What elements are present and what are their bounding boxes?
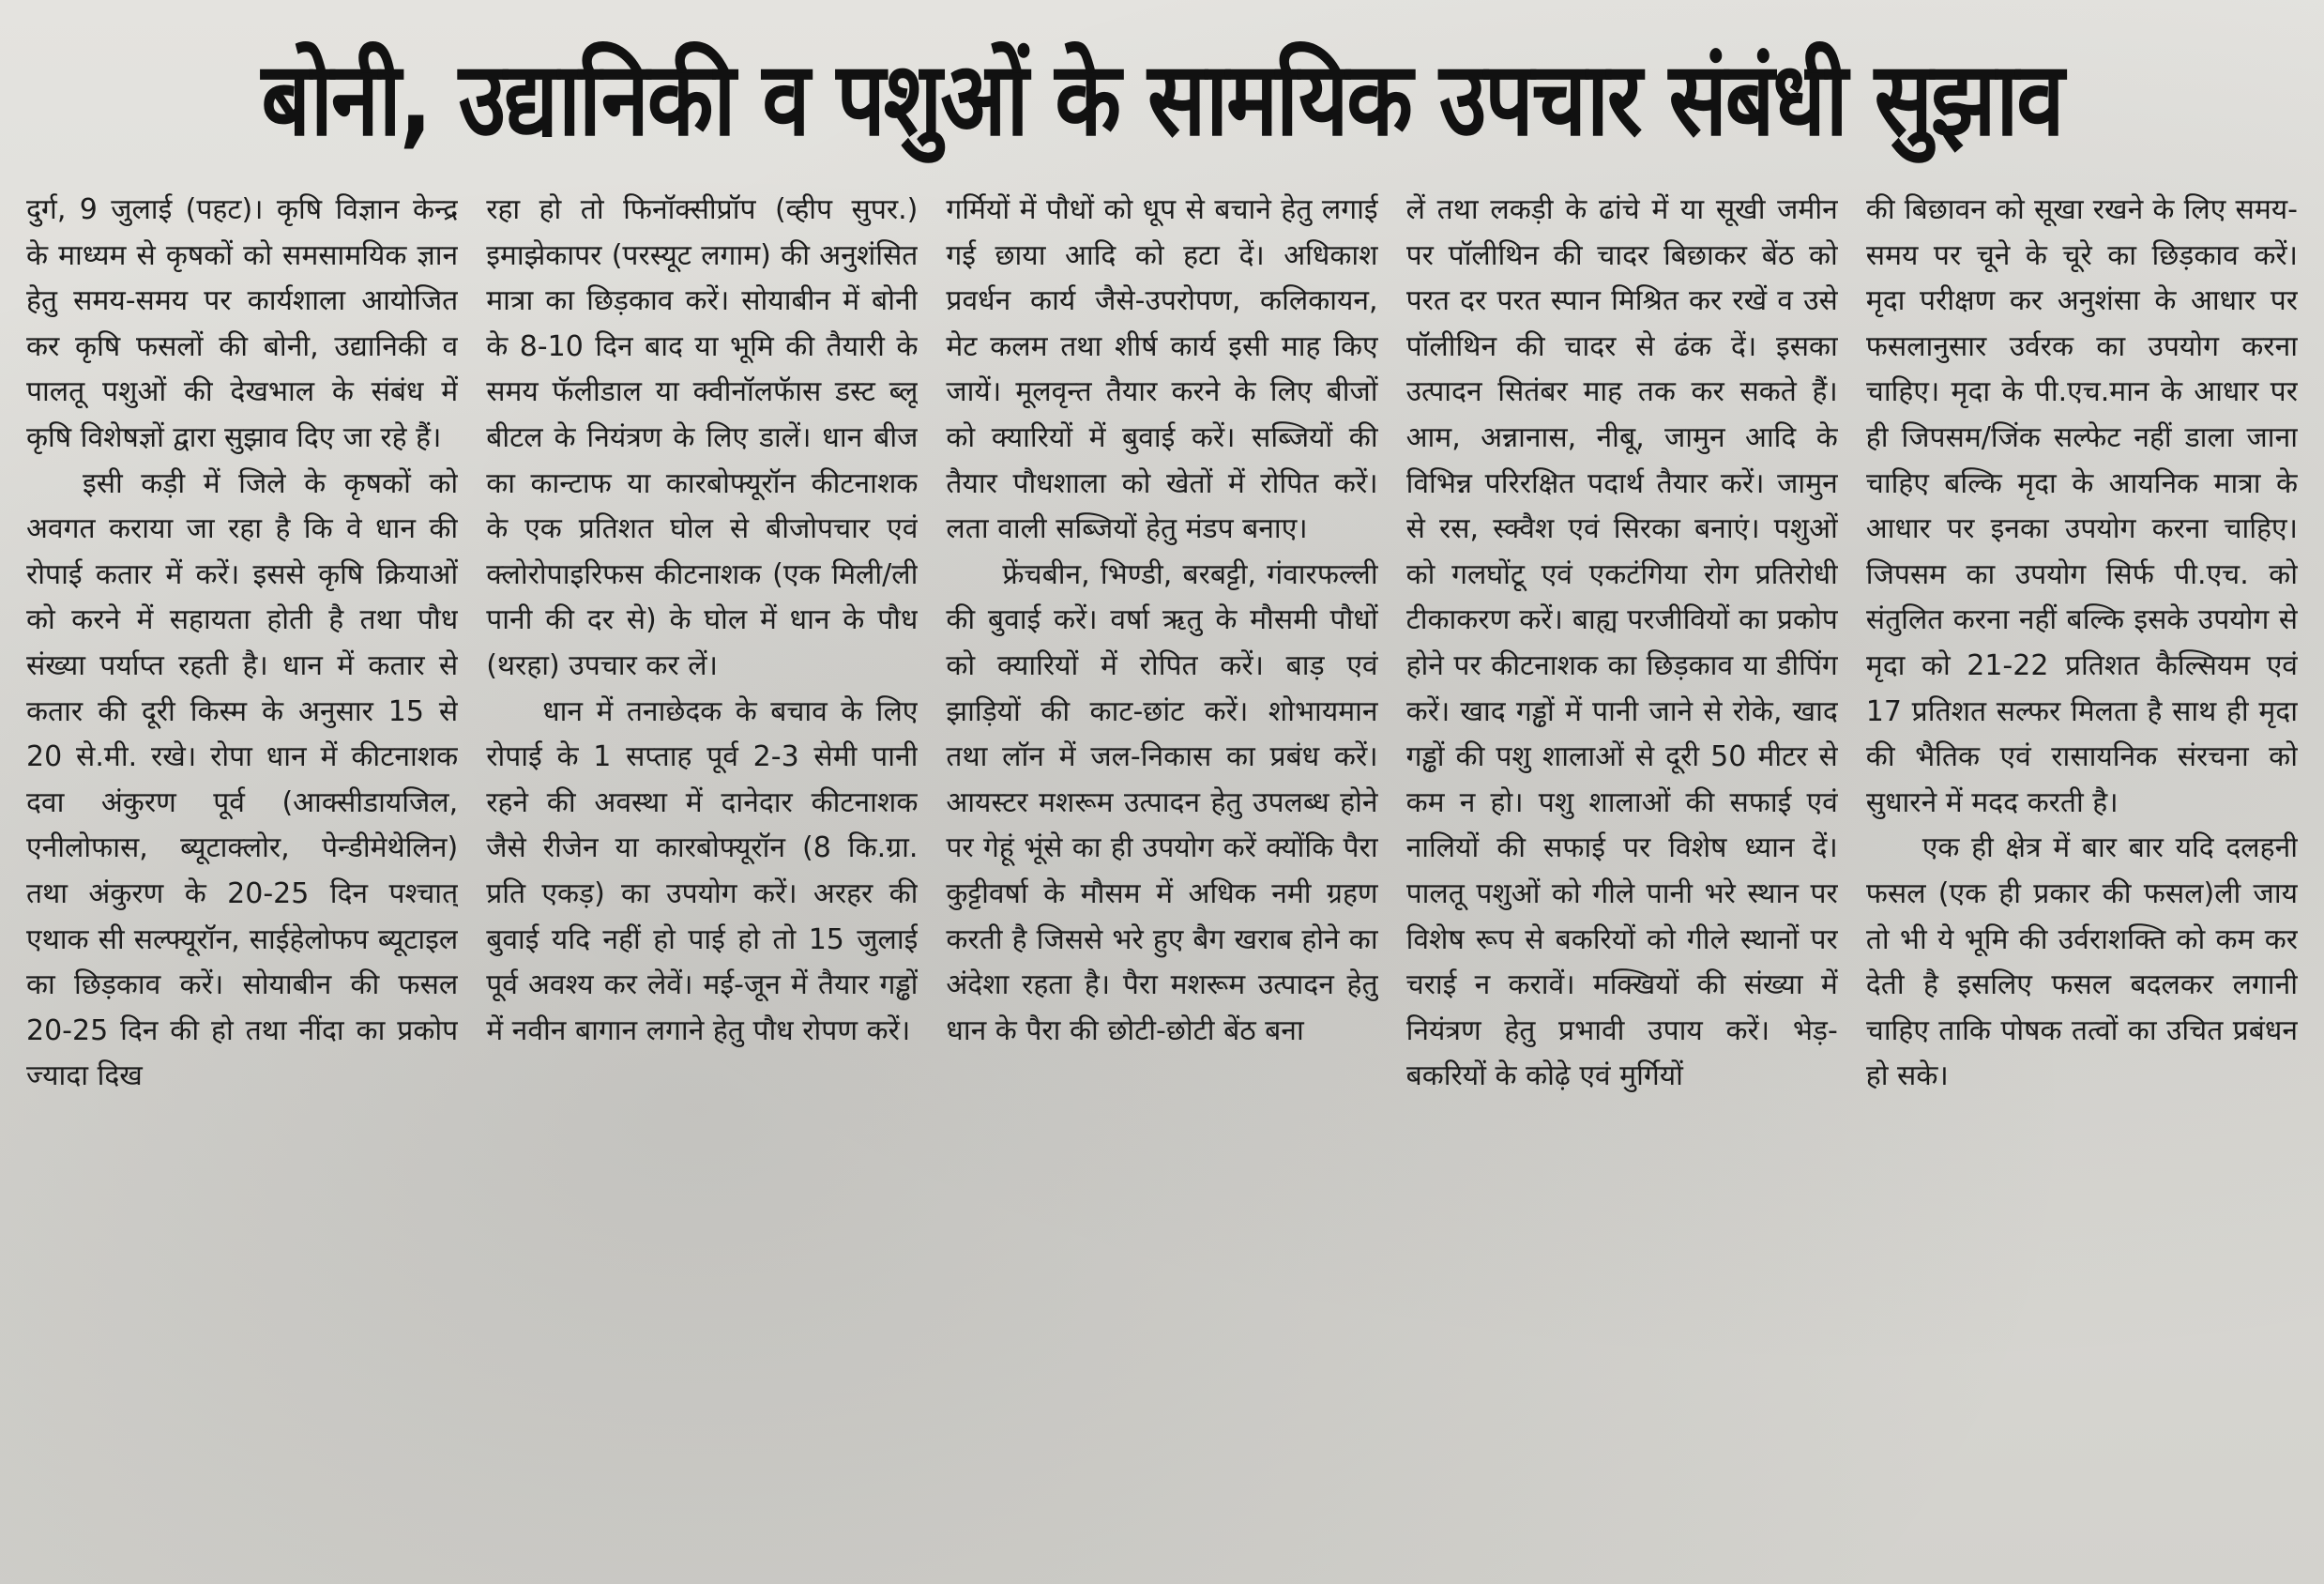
article-body — [26, 188, 2298, 1573]
column-2 — [486, 188, 918, 1573]
paragraph: इसी कड़ी में जिले के कृषकों को अवगत कराया जा रहा है कि वे धान की रोपाई कतार में करें। इससे कृषि क्रियाओं को करने में सहायता होती है तथा पौध संख्या पर्याप्त रहती है। धान में कतार से कतार की दूरी किस्म के अनुसार 15 से 20 से.मी. रखे। रोपा धान में कीटनाशक दवा अंकुरण पूर्व (आक्सीडायजिल, एनीलोफास, ब्यूटाक्लोर, पेन्डीमेथेलिन) तथा अंकुरण के 20-25 दिन पश्चात् एथाक सी सल्फ्यूरॉन, साईहेलोफप ब्यूटाइल का छिड़काव करें। सोयाबीन की फसल 20-25 दिन की हो तथा नींदा का प्रकोप ज्यादा दिख — [26, 466, 459, 1093]
column-4 — [1406, 188, 1838, 1573]
column-3 — [946, 188, 1377, 1573]
column-1 — [26, 188, 458, 1573]
paragraph: फ्रेंचबीन, भिण्डी, बरबट्टी, गंवारफल्ली की बुवाई करें। वर्षा ऋतु के मौसमी पौधों को क्यारियों में रोपित करें। बाड़ एवं झाड़ियों की काट-छांट करें। शोभायमान तथा लॉन में जल-निकास का प्रबंध करें। आयस्टर मशरूम उत्पादन हेतु उपलब्ध होने पर गेहूं भूंसे का ही उपयोग करें क्योंकि पैरा कुट्टीवर्षा के मौसम में अधिक नमी ग्रहण करती है जिससे भरे हुए बैग खराब होने का अंदेशा रहता है। पैरा मशरूम उत्पादन हेतु धान के पैरा की छोटी-छोटी बेंठ बना — [946, 557, 1378, 1047]
paragraph: एक ही क्षेत्र में बार बार यदि दलहनी फसल (एक ही प्रकार की फसल)ली जाय तो भी ये भूमि की उर्वराशक्ति को कम कर देती है इसलिए फसल बदलकर लगानी चाहिए ताकि पोषक तत्वों का उचित प्रबंधन हो सके। — [1865, 831, 2298, 1093]
headline: बोनी, उद्यानिकी व पशुओं के सामयिक उपचार संबंधी सुझाव — [261, 39, 2063, 160]
paragraph: रहा हो तो फिनॉक्सीप्रॉप (व्हीप सुपर.) इमाझेकापर (परस्यूट लगाम) की अनुशंसित मात्रा का छिड़काव करें। सोयाबीन में बोनी के 8-10 दिन बाद या भूमि की तैयारी के समय फॅलीडाल या क्वीनॉलफॅास डस्ट ब्लू बीटल के नियंत्रण के लिए डालें। धान बीज का कान्टाफ या कारबोफ्यूरॉन कीटनाशक के एक प्रतिशत घोल से बीजोपचार एवं क्लोरोपाइरिफस कीटनाशक (एक मिली/ली पानी की दर से) के घोल में धान के पौध (थरहा) उपचार कर लें। — [486, 193, 919, 682]
paragraph: गर्मियों में पौधों को धूप से बचाने हेतु लगाई गई छाया आदि को हटा दें। अधिकाश प्रवर्धन कार्य जैसे-उपरोपण, कलिकायन, मेट कलम तथा शीर्ष कार्य इसी माह किए जायें। मूलवृन्त तैयार करने के लिए बीजों को क्यारियों में बुवाई करें। सब्जियों की तैयार पौधशाला को खेतों में रोपित करें। लता वाली सब्जियों हेतु मंडप बनाए। — [946, 193, 1378, 546]
column-5 — [1866, 188, 2298, 1573]
paragraph: धान में तनाछेदक के बचाव के लिए रोपाई के 1 सप्ताह पूर्व 2-3 सेमी पानी रहने की अवस्था में दानेदार कीटनाशक जैसे रीजेन या कारबोफ्यूरॉन (8 कि.ग्रा. प्रति एकड़) का उपयोग करें। अरहर की बुवाई यदि नहीं हो पाई हो तो 15 जुलाई पूर्व अवश्य कर लेवें। मई-जून में तैयार गड्ढों में नवीन बागान लगाने हेतु पौध रोपण करें। — [486, 694, 919, 1047]
paragraph: दुर्ग, 9 जुलाई (पहट)। कृषि विज्ञान केन्द्र के माध्यम से कृषकों को समसामयिक ज्ञान हेतु समय-समय पर कार्यशाला आयोजित कर कृषि फसलों की बोनी, उद्यानिकी व पालतू पशुओं की देखभाल के संबंध में कृषि विशेषज्ञों द्वारा सुझाव दिए जा रहे हैं। — [26, 193, 459, 454]
paragraph: लें तथा लकड़ी के ढांचे में या सूखी जमीन पर पॉलीथिन की चादर बिछाकर बेंठ को परत दर परत स्पान मिश्रित कर रखें व उसे पॉलीथिन की चादर से ढंक दें। इसका उत्पादन सितंबर माह तक कर सकते हैं। आम, अन्नानास, नीबू, जामुन आदि के विभिन्न परिरक्षित पदार्थ तैयार करें। जामुन से रस, स्क्वैश एवं सिरका बनाएं। पशुओं को गलघोंटू एवं एकटंगिया रोग प्रतिरोधी टीकाकरण करें। बाह्य परजीवियों का प्रकोप होने पर कीटनाशक का छिड़काव या डीपिंग करें। खाद गड्ढों में पानी जाने से रोके, खाद गड्ढों की पशु शालाओं से दूरी 50 मीटर से कम न हो। पशु शालाओं की सफाई एवं नालियों की सफाई पर विशेष ध्यान दें। पालतू पशुओं को गीले पानी भरे स्थान पर विशेष रूप से बकरियों को गीले स्थानों पर चराई न करावें। मक्खियों की संख्या में नियंत्रण हेतु प्रभावी उपाय करें। भेड़-बकरियों के कोढ़े एवं मुर्गियों — [1405, 193, 1838, 1093]
paragraph: की बिछावन को सूखा रखने के लिए समय-समय पर चूने के चूरे का छिड़काव करें। मृदा परीक्षण कर अनुशंसा के आधार पर फसलानुसार उर्वरक का उपयोग करना चाहिए। मृदा के पी.एच.मान के आधार पर ही जिपसम/जिंक सल्फेट नहीं डाला जाना चाहिए बल्कि मृदा के आयनिक मात्रा के आधार पर इनका उपयोग करना चाहिए। जिपसम का उपयोग सिर्फ पी.एच. को संतुलित करना नहीं बल्कि इसके उपयोग से मृदा को 21-22 प्रतिशत कैल्सियम एवं 17 प्रतिशत सल्फर मिलता है साथ ही मृदा की भैतिक एवं रासायनिक संरचना को सुधारने में मदद करती है। — [1865, 193, 2298, 819]
